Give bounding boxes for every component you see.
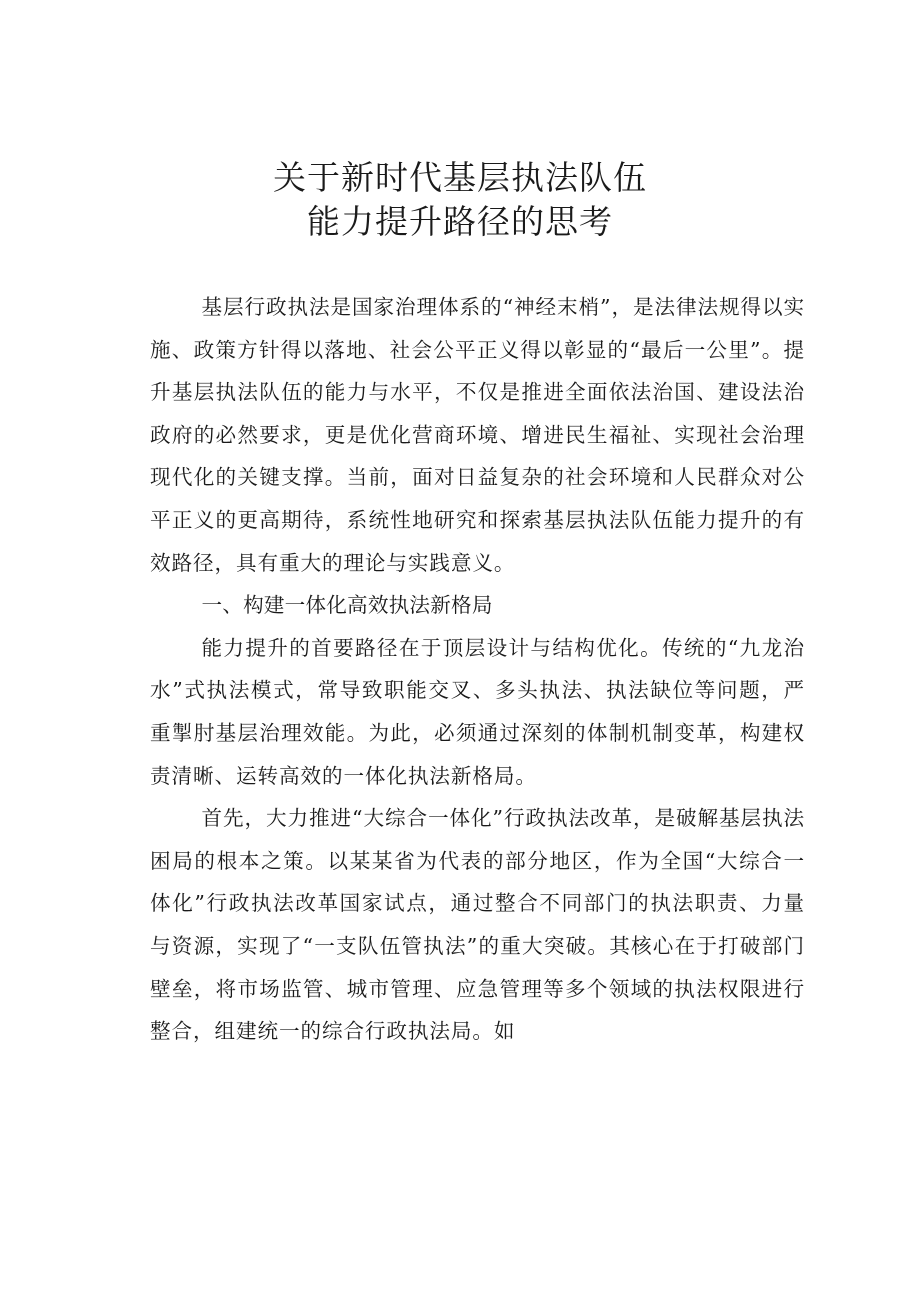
document-body	[150, 286, 805, 1053]
section1-paragraph-2: 首先，大力推进“大综合一体化”行政执法改革，是破解基层执法困局的根本之策。以某某省为代表的部分地区，作为全国“大综合一体化”行政执法改革国家试点，通过整合不同部门的执法职责、力量与资源，实现了“一支队伍管执法”的重大突破。其核心在于打破部门壁垒，将市场监管、城市管理、应急管理等多个领域的执法权限进行整合，组建统一的综合行政执法局。如	[150, 806, 805, 1044]
intro-paragraph: 基层行政执法是国家治理体系的“神经末梢”，是法律法规得以实施、政策方针得以落地、社会公平正义得以彰显的“最后一公里”。提升基层执法队伍的能力与水平，不仅是推进全面依法治国、建设法治政府的必然要求，更是优化营商环境、增进民生福祉、实现社会治理现代化的关键支撑。当前，面对日益复杂的社会环境和人民群众对公平正义的更高期待，系统性地研究和探索基层执法队伍能力提升的有效路径，具有重大的理论与实践意义。	[150, 295, 805, 575]
document-title-line-1: 关于新时代基层执法队伍	[273, 158, 647, 197]
section-heading-1: 一、构建一体化高效执法新格局	[201, 593, 493, 618]
document-title-line-2: 能力提升路径的思考	[307, 202, 613, 241]
section1-paragraph-1: 能力提升的首要路径在于顶层设计与结构优化。传统的“九龙治水”式执法模式，常导致职能交叉、多头执法、执法缺位等问题，严重掣肘基层治理效能。为此，必须通过深刻的体制机制变革，构建权责清晰、运转高效的一体化执法新格局。	[150, 635, 805, 788]
